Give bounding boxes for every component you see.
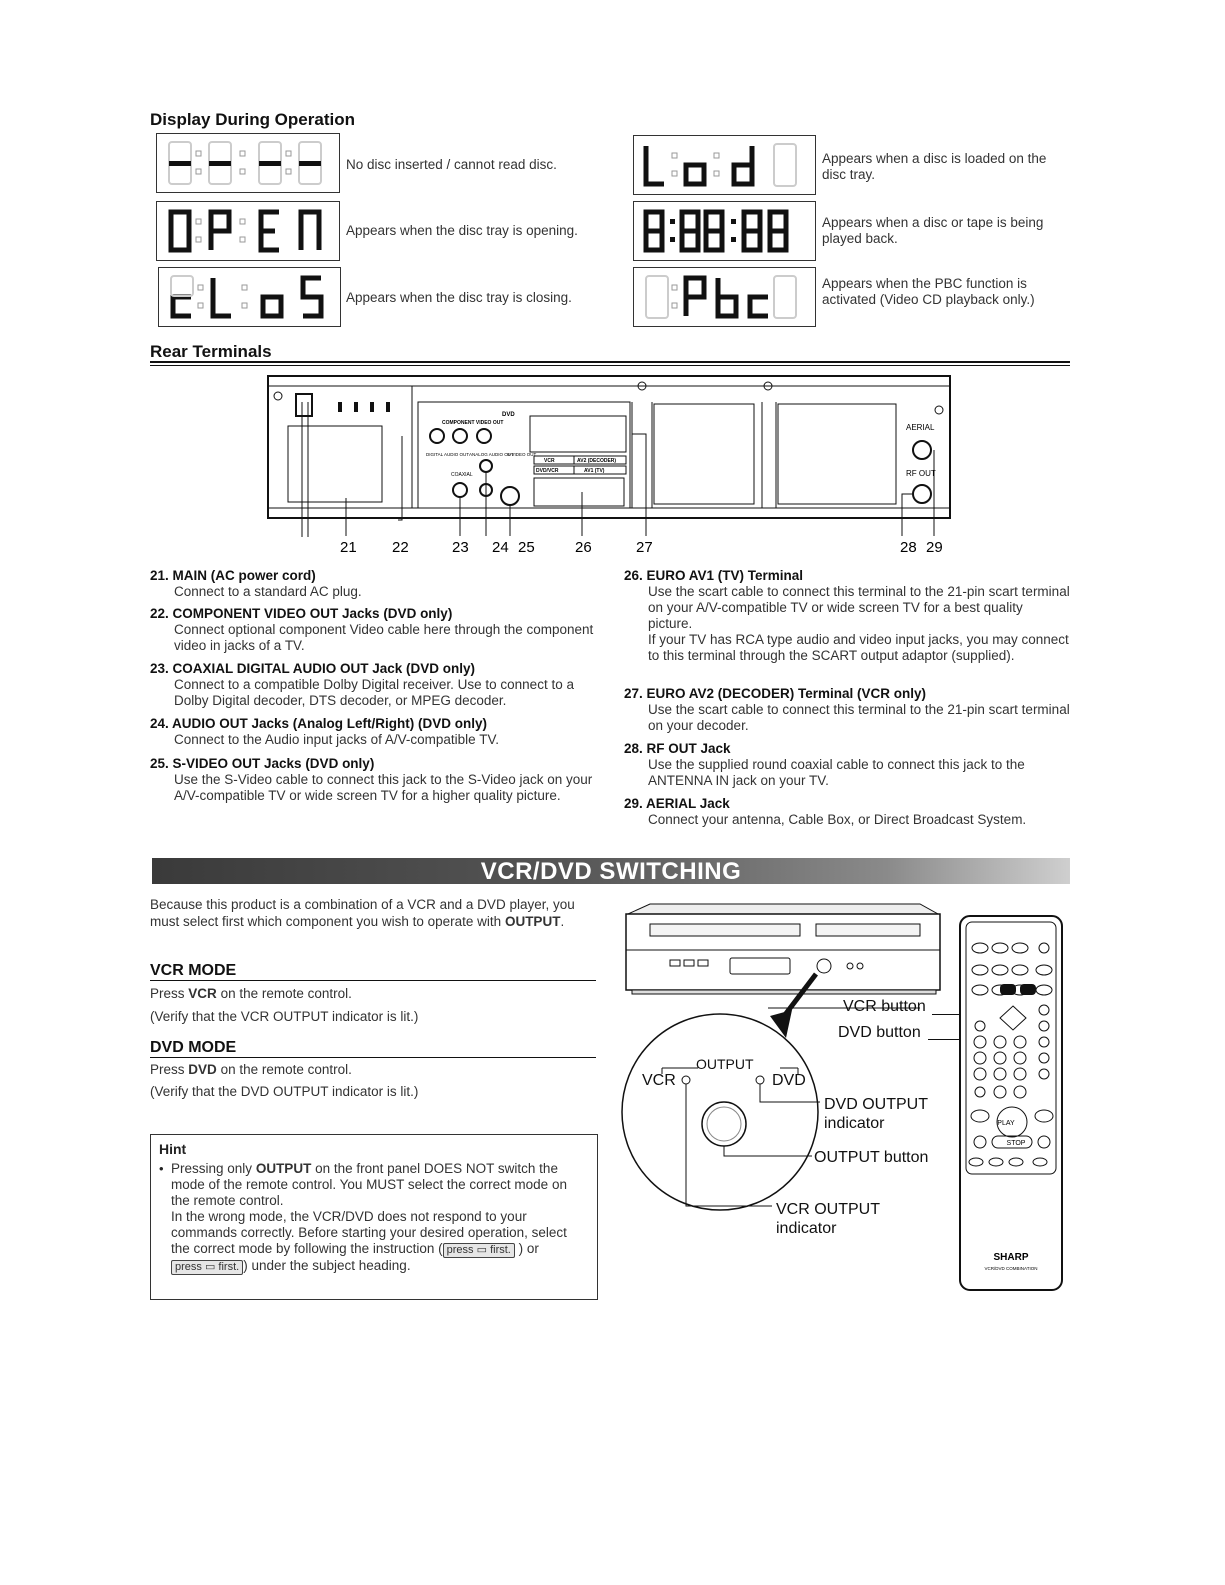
rear-item-23 — [150, 661, 594, 709]
rear-item-26 — [624, 568, 1070, 664]
lcd-close — [158, 267, 341, 327]
callout-output-label: OUTPUT — [696, 1056, 754, 1072]
press-chip-label: press — [175, 1261, 202, 1273]
dvd-mode-press-key: DVD — [188, 1062, 217, 1077]
hint-line2: In the wrong mode, the VCR/DVD does not respond to your commands correctly. Before starting your desired operation, select the correct mode by following the instruction ( — [171, 1209, 567, 1256]
callout-dvd-output — [824, 1095, 928, 1133]
rear-label-av2: AV2 (DECODER) — [577, 458, 617, 464]
dvd-mode-rule — [150, 1057, 596, 1058]
rear-num-29: 29 — [926, 539, 943, 556]
rear-item-title: 22. COMPONENT VIDEO OUT Jacks (DVD only) — [150, 606, 453, 621]
hint-body — [171, 1161, 589, 1275]
rear-panel-illustration — [262, 372, 954, 558]
lcd-no-disc-desc: No disc inserted / cannot read disc. — [346, 157, 557, 172]
rear-label-component: COMPONENT VIDEO OUT — [442, 420, 504, 426]
rear-num-26: 26 — [575, 539, 592, 556]
callout-vcr-output — [776, 1200, 880, 1238]
remote-control — [956, 914, 1066, 1292]
rear-item-title: 29. AERIAL Jack — [624, 796, 730, 811]
rear-item-title: 24. AUDIO OUT Jacks (Analog Left/Right) (DVD only) — [150, 716, 488, 731]
hint-line1-pre: Pressing only — [171, 1161, 253, 1176]
switching-intro-text: Because this product is a combination of a VCR and a DVD player, you must select first which component you wish to operate with — [150, 897, 575, 929]
dvd-mode-press-pre: Press — [150, 1062, 185, 1077]
rear-item-body: Connect to the Audio input jacks of A/V-compatible TV. — [174, 732, 499, 747]
hint-bullet: • — [159, 1161, 164, 1176]
rear-item-title: 25. S-VIDEO OUT Jacks (DVD only) — [150, 756, 375, 771]
press-first-chip-2: press ▭ first. — [171, 1260, 243, 1275]
callout-vcr: VCR — [642, 1072, 676, 1089]
rear-num-25: 25 — [518, 539, 535, 556]
rear-item-title: 28. RF OUT Jack — [624, 741, 731, 756]
lcd-playback — [633, 201, 816, 261]
switching-banner-title: VCR/DVD SWITCHING — [480, 858, 742, 885]
press-first-chip: press ▭ first. — [443, 1243, 515, 1258]
dvd-mode-verify: (Verify that the DVD OUTPUT indicator is lit.) — [150, 1084, 419, 1099]
rear-label-vcr: VCR — [544, 458, 555, 464]
rear-item-body: Use the scart cable to connect this terminal to the 21-pin scart terminal on your decoder. — [648, 702, 1070, 733]
rear-item-28 — [624, 741, 1070, 789]
switching-banner — [152, 858, 1070, 884]
vcr-mode-rule — [150, 980, 596, 981]
dvd-mode-press — [150, 1061, 352, 1078]
dvd-mode-press-post: on the remote control. — [220, 1062, 352, 1077]
rear-item-21 — [150, 568, 594, 600]
rear-item-body: Use the scart cable to connect this terminal to the 21-pin scart terminal on your A/V-compatible TV or wide screen TV for a best quality picture. — [648, 584, 1070, 631]
rear-num-22: 22 — [392, 539, 409, 556]
rear-num-24: 24 — [492, 539, 509, 556]
rear-item-body-2: If your TV has RCA type audio and video input jacks, you may connect to this terminal through the SCART output adaptor (supplied). — [648, 632, 1069, 663]
hint-box — [150, 1134, 598, 1300]
display-heading: Display During Operation — [150, 110, 355, 129]
remote-stop-label: STOP — [1006, 1140, 1026, 1147]
callout-dvd-output-line1: DVD OUTPUT — [824, 1096, 928, 1113]
rear-item-27 — [624, 686, 1070, 734]
rear-item-body: Use the supplied round coaxial cable to connect this jack to the ANTENNA IN jack on your TV. — [648, 757, 1025, 788]
remote-model: VCR/DVD COMBINATION — [984, 1266, 1038, 1271]
remote-brand: SHARP — [993, 1252, 1029, 1263]
switching-intro-bold: OUTPUT — [504, 914, 561, 929]
rear-heading: Rear Terminals — [150, 342, 272, 361]
callout-dvd-output-line2: indicator — [824, 1115, 885, 1132]
lcd-loaded-desc: Appears when a disc is loaded on the disc tray. — [822, 151, 1047, 182]
rear-rule — [150, 361, 1070, 363]
lcd-no-disc — [156, 133, 340, 193]
lcd-pbc-desc: Appears when the PBC function is activated (Video CD playback only.) — [822, 276, 1035, 307]
switching-intro: Because this product is a combination of a VCR and a DVD player, you must select first which component you wish to operate with OUTPUT. — [150, 897, 575, 929]
hint-title: Hint — [159, 1141, 187, 1157]
vcr-mode-heading: VCR MODE — [150, 962, 237, 979]
rear-label-dvd: DVD — [502, 412, 515, 418]
callout-vcr-output-line2: indicator — [776, 1220, 837, 1237]
dvd-mode-heading: DVD MODE — [150, 1039, 237, 1056]
hint-or: ) or — [518, 1241, 539, 1256]
vcr-mode-verify: (Verify that the VCR OUTPUT indicator is lit.) — [150, 1009, 419, 1024]
rear-item-body: Connect your antenna, Cable Box, or Direct Broadcast System. — [648, 812, 1027, 827]
callout-dvd: DVD — [772, 1072, 806, 1089]
callout-output-button: OUTPUT button — [814, 1149, 929, 1166]
rear-item-title: 27. EURO AV2 (DECODER) Terminal (VCR only) — [624, 686, 927, 701]
rear-label-aerial: AERIAL — [906, 423, 935, 432]
lcd-playback-desc: Appears when a disc or tape is being played back. — [822, 215, 1044, 246]
vcr-mode-press-pre: Press — [150, 986, 185, 1001]
lcd-pbc — [633, 267, 816, 327]
press-chip-first: first. — [218, 1261, 240, 1273]
rear-item-25 — [150, 756, 594, 804]
rear-label-coaxial: COAXIAL — [451, 472, 473, 478]
rear-item-body: Connect to a standard AC plug. — [174, 584, 362, 599]
callout-dvd-button: DVD button — [838, 1024, 921, 1041]
remote-play-label: PLAY — [997, 1120, 1015, 1127]
rear-num-28: 28 — [900, 539, 917, 556]
rear-item-title: 21. MAIN (AC power cord) — [150, 568, 316, 583]
rear-label-analog: ANALOG AUDIO OUT — [469, 452, 514, 457]
rear-label-svideo: S-VIDEO OUT — [507, 452, 537, 457]
hint-line3: ) under the subject heading. — [243, 1258, 411, 1273]
rear-item-title: 23. COAXIAL DIGITAL AUDIO OUT Jack (DVD only) — [150, 661, 476, 676]
rear-label-av1: AV1 (TV) — [584, 468, 605, 474]
press-chip-first: first. — [490, 1244, 511, 1256]
hint-line1-post: on the front panel DOES NOT switch the mode of the remote control. You MUST select the correct mode on the remote control. — [171, 1161, 567, 1208]
lcd-close-desc: Appears when the disc tray is closing. — [346, 290, 572, 305]
rear-num-27: 27 — [636, 539, 653, 556]
vcr-mode-press-post: on the remote control. — [220, 986, 352, 1001]
rear-item-body: Connect to a compatible Dolby Digital receiver. Use to connect to a Dolby Digital decoder, DTS decoder, or MPEG decoder. — [174, 677, 574, 708]
vcr-mode-press — [150, 985, 352, 1002]
rear-item-body: Use the S-Video cable to connect this jack to the S-Video jack on your A/V-compatible TV or wide screen TV for a higher quality picture. — [174, 772, 593, 803]
vcr-mode-press-key: VCR — [188, 986, 217, 1001]
rear-label-dvdvcr: DVD/VCR — [536, 468, 559, 474]
rear-item-29 — [624, 796, 1070, 828]
callout-vcr-output-line1: VCR OUTPUT — [776, 1201, 880, 1218]
rear-item-body: Connect optional component Video cable here through the component video in jacks of a TV. — [174, 622, 594, 653]
lcd-open-desc: Appears when the disc tray is opening. — [346, 223, 578, 238]
rear-label-digital: DIGITAL AUDIO OUT — [426, 452, 470, 457]
rear-num-23: 23 — [452, 539, 469, 556]
rear-num-21: 21 — [340, 539, 357, 556]
lcd-open — [156, 201, 340, 261]
front-panel-illustration — [620, 898, 950, 1233]
rear-item-22 — [150, 606, 594, 654]
rear-rule-thin — [150, 365, 1070, 366]
rear-label-rfout: RF OUT — [906, 469, 936, 478]
rear-item-24 — [150, 716, 594, 748]
hint-line1-key: OUTPUT — [255, 1161, 312, 1176]
press-chip-label: press — [446, 1244, 474, 1256]
lcd-loaded — [633, 135, 816, 195]
rear-item-title: 26. EURO AV1 (TV) Terminal — [624, 568, 804, 583]
callout-vcr-button: VCR button — [843, 998, 926, 1015]
